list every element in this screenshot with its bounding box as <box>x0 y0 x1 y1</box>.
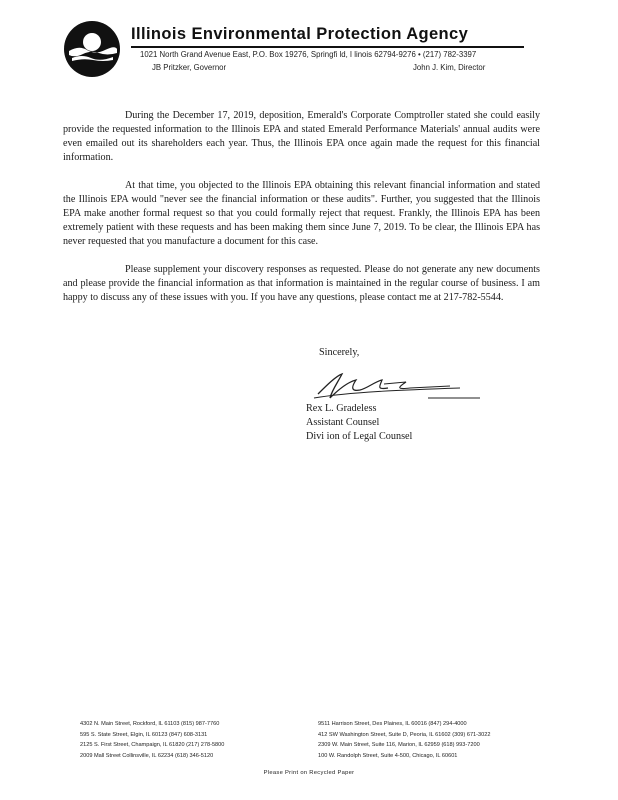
closing-salutation: Sincerely, <box>319 347 360 358</box>
footer-office-line: 4302 N. Main Street, Rockford, IL 61103 (815) 987-7760 <box>80 721 220 727</box>
agency-address: 1021 North Grand Avenue East, P.O. Box 19276, Springfi ld, I linois 62794-9276 • (217) 782-3397 <box>140 50 477 59</box>
agency-seal-icon <box>63 20 121 78</box>
footer-offices-right <box>318 719 490 761</box>
signer-division: Divi ion of Legal Counsel <box>306 431 413 442</box>
footer-office-line: 2125 S. First Street, Champaign, IL 61820 (217) 278-5800 <box>80 742 225 748</box>
handwritten-signature <box>310 368 482 404</box>
signer-title: Assistant Counsel <box>306 417 380 428</box>
footer-office-line: 2309 W. Main Street, Suite 116, Marion, IL 62959 (618) 993-7200 <box>318 742 480 748</box>
agency-name: Illinois Environmental Protection Agency <box>131 25 469 43</box>
footer-office-line: 412 SW Washington Street, Suite D, Peoria, IL 61602 (309) 671-3022 <box>318 731 491 738</box>
footer-office-line: 100 W. Randolph Street, Suite 4-500, Chicago, IL 60601 <box>318 752 458 759</box>
letterhead-rule <box>131 46 524 48</box>
signer-name: Rex L. Gradeless <box>306 403 377 414</box>
governor-name: JB Pritzker, Governor <box>152 63 227 72</box>
signature-block <box>306 402 412 444</box>
letter-body <box>63 109 540 319</box>
footer-offices-left <box>80 719 224 761</box>
footer-office-line: 2009 Mall Street Collinsville, IL 62234 (618) 346-5120 <box>80 752 214 759</box>
director-name: John J. Kim, Director <box>413 63 486 72</box>
body-paragraph: Please supplement your discovery responses as requested. Please do not generate any new documents and please provide the financial information as that information is maintained in the regular course of business. I am happy to discuss any of these issues with you. If you have any questions, please contact me at 217-782-5544. <box>63 264 540 303</box>
body-paragraph: During the December 17, 2019, deposition, Emerald's Corporate Comptroller stated she could easily provide the requested information to the Illinois EPA and stated Emerald Performance Materials' annual audits were even emailed out its shareholders each year. Thus, the Illinois EPA once again made the request for this financial information. <box>63 110 540 163</box>
footer-office-line: 595 S. State Street, Elgin, IL 60123 (847) 608-3131 <box>80 731 208 738</box>
footer-office-line: 9511 Harrison Street, Des Plaines, IL 60016 (847) 294-4000 <box>318 721 467 727</box>
recycled-paper-note: Please Print on Recycled Paper <box>263 770 355 776</box>
body-paragraph: At that time, you objected to the Illinois EPA obtaining this relevant financial information and stated the Illinois EPA would "never see the financial information or these audits". Further, you suggested that the Illinois EPA make another formal request so that you could formally reject that request. Frankly, the Illinois EPA has been extremely patient with these requests and has been making them since June 7, 2019. To be clear, the Illinois EPA has never requested that you manufacture a document for this case. <box>63 180 540 247</box>
